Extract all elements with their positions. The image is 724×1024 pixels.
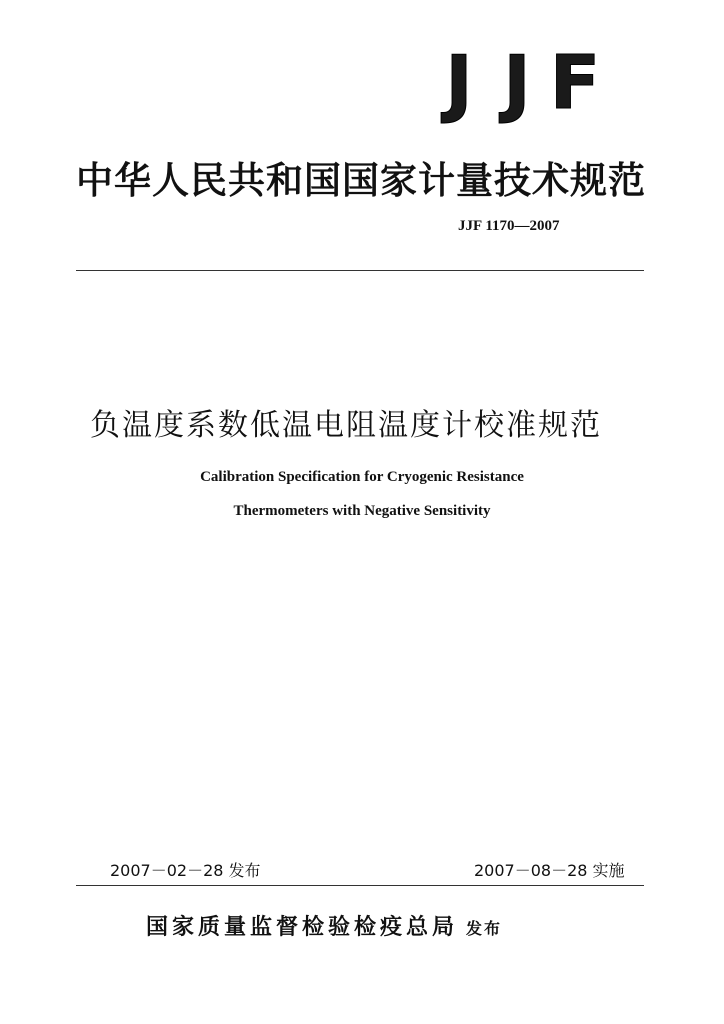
jjf-logo xyxy=(432,40,608,126)
issue-date: 2007－02－28 发布 xyxy=(110,861,261,880)
chinese-title: 负温度系数低温电阻温度计校准规范 xyxy=(90,408,602,443)
publisher xyxy=(146,910,596,941)
spec-code: JJF 1170—2007 xyxy=(458,218,560,234)
publisher-action: 发布 xyxy=(466,919,503,938)
logo-letter-j2: J xyxy=(490,48,544,118)
bottom-divider xyxy=(76,885,644,886)
national-spec-title: 中华人民共和国国家计量技术规范 xyxy=(76,158,646,202)
english-title-line2: Thermometers with Negative Sensitivity xyxy=(233,503,491,519)
effective-date: 2007－08－28 实施 xyxy=(474,861,625,880)
logo-letter-f: F xyxy=(549,40,601,126)
top-divider xyxy=(76,270,644,271)
logo-letter-j1: J xyxy=(432,48,486,118)
publisher-organization: 国家质量监督检验检疫总局 xyxy=(146,914,459,940)
english-title-line1: Calibration Specification for Cryogenic Resistance xyxy=(200,469,524,485)
